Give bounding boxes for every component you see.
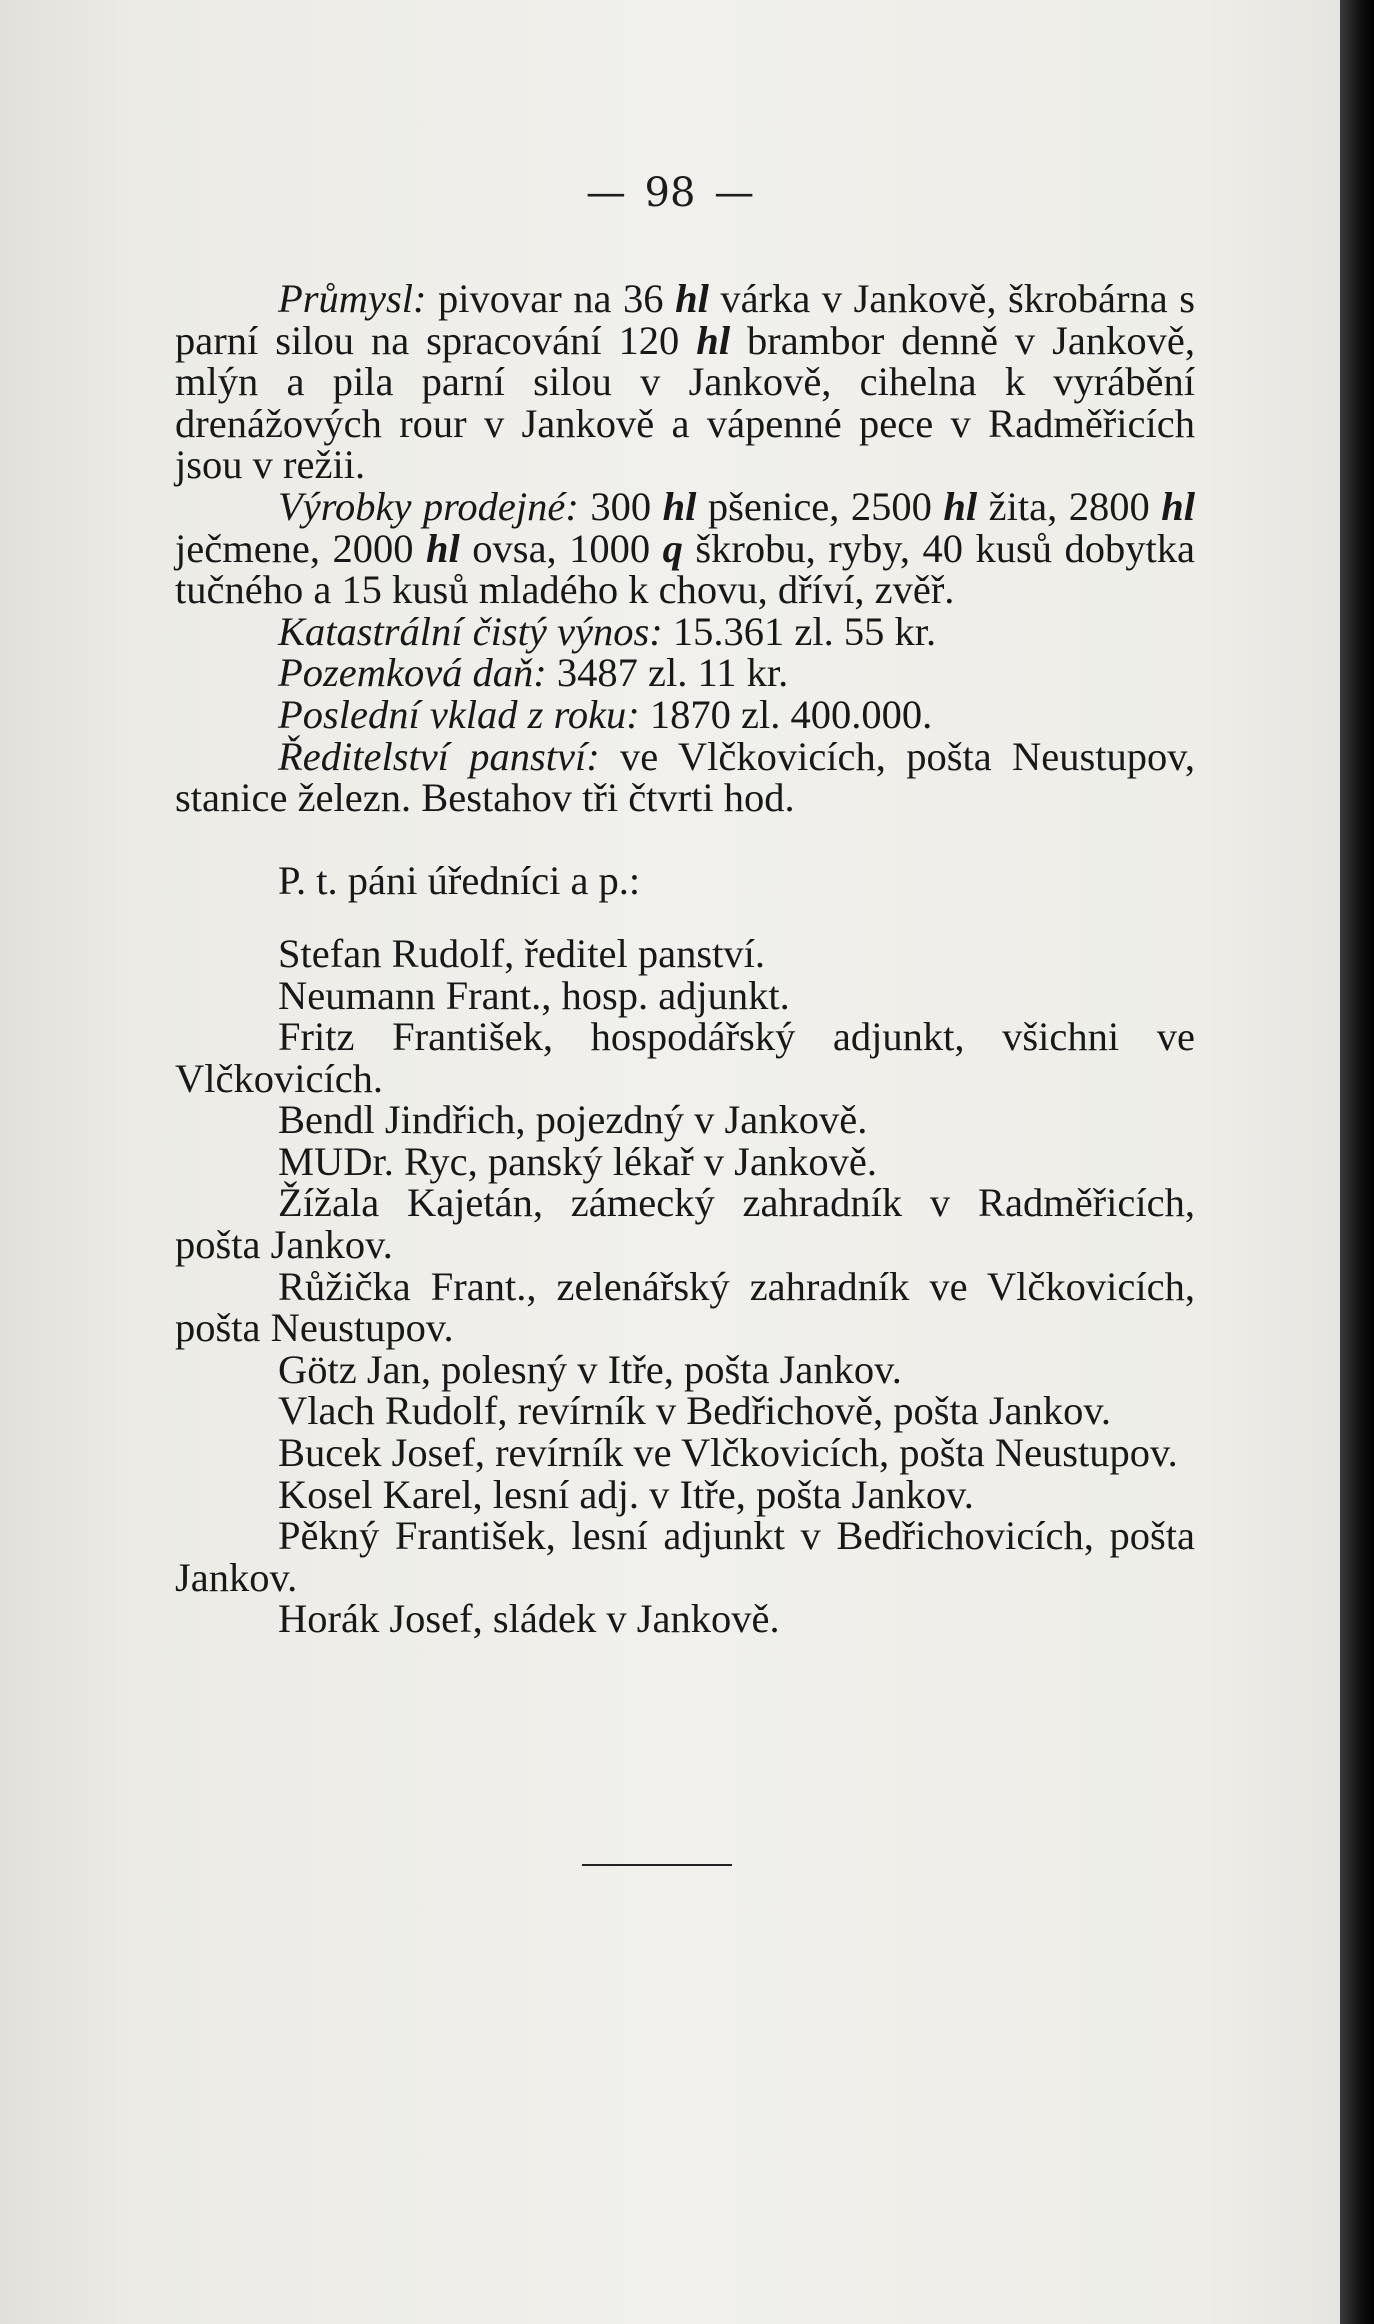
staff-entry: Bendl Jindřich, pojezdný v Jankově. — [278, 1097, 868, 1143]
cadastral-income — [175, 608, 1195, 654]
spacer — [175, 819, 1195, 861]
land-tax-value: 3487 zl. 11 kr. — [546, 650, 789, 696]
staff-heading: P. t. páni úředníci a p.: — [278, 858, 641, 904]
staff-entry: Bucek Josef, revírník ve Vlčkovicích, pošta Neustupov. — [278, 1430, 1178, 1476]
spacer — [175, 902, 1195, 933]
staff-entry: Kosel Karel, lesní adj. v Itře, pošta Jankov. — [278, 1471, 974, 1517]
staff-entry: MUDr. Ryc, panský lékař v Jankově. — [278, 1138, 878, 1184]
last-deposit — [175, 691, 1195, 737]
staff-entry: Stefan Rudolf, ředitel panství. — [278, 930, 766, 976]
staff-entry: Horák Josef, sládek v Jankově. — [278, 1596, 780, 1642]
staff-entry: Fritz František, hospodářský adjunkt, všichni ve Vlčkovicích. — [175, 1014, 1195, 1101]
directorate-value: ve Vlčkovicích, pošta Neustupov, stanice železn. Bestahov tři čtvrti hod. — [175, 733, 1195, 821]
cadastral-income-label: Katastrální čistý výnos: — [278, 608, 663, 654]
page-edge-shadow — [1340, 0, 1374, 2324]
last-deposit-label: Poslední vklad z roku: — [278, 691, 640, 737]
products-label: Výrobky prodejné: — [278, 483, 579, 529]
staff-entry: Neumann Frant., hosp. adjunkt. — [278, 972, 790, 1018]
industry-label: Průmysl: — [278, 276, 427, 321]
end-rule — [582, 1864, 732, 1866]
cadastral-income-value: 15.361 zl. 55 kr. — [662, 608, 937, 654]
directorate-label: Ředitelství panství: — [278, 733, 600, 779]
industry-paragraph: Průmysl: pivovar na 36 hl várka v Jankově, škrobárna s parní silou na spracování 120 hl brambor denně v Jankově, mlýn a pila parní silou v Jankově, cihelna k vyrábění drenážových rour v Jankově a vápenné pece v Radměřicích jsou v režii. — [175, 276, 1195, 488]
land-tax-label: Pozemková daň: — [278, 650, 547, 696]
staff-entry: Žížala Kajetán, zámecký zahradník v Radměřicích, pošta Jankov. — [175, 1180, 1195, 1268]
staff-entry: Pěkný František, lesní adjunkt v Bedřichovicích, pošta Jankov. — [175, 1513, 1195, 1600]
products-paragraph: Výrobky prodejné: 300 hl pšenice, 2500 hl žita, 2800 hl ječmene, 2000 hl ovsa, 1000 q škrobu, ryby, 40 kusů dobytka tučného a 15 kusů mladého k chovu, dříví, zvěř. — [175, 483, 1195, 613]
page-text — [175, 278, 1195, 1640]
staff-entry: Götz Jan, polesný v Itře, pošta Jankov. — [278, 1346, 902, 1392]
land-tax — [175, 652, 1195, 694]
staff-entry: Vlach Rudolf, revírník v Bedřichově, pošta Jankov. — [278, 1388, 1112, 1434]
directorate — [175, 733, 1195, 821]
staff-entry: Růžička Frant., zelenářský zahradník ve Vlčkovicích, pošta Neustupov. — [175, 1263, 1195, 1351]
page-number: — 98 — — [585, 170, 755, 216]
last-deposit-value: 1870 zl. 400.000. — [639, 691, 933, 737]
